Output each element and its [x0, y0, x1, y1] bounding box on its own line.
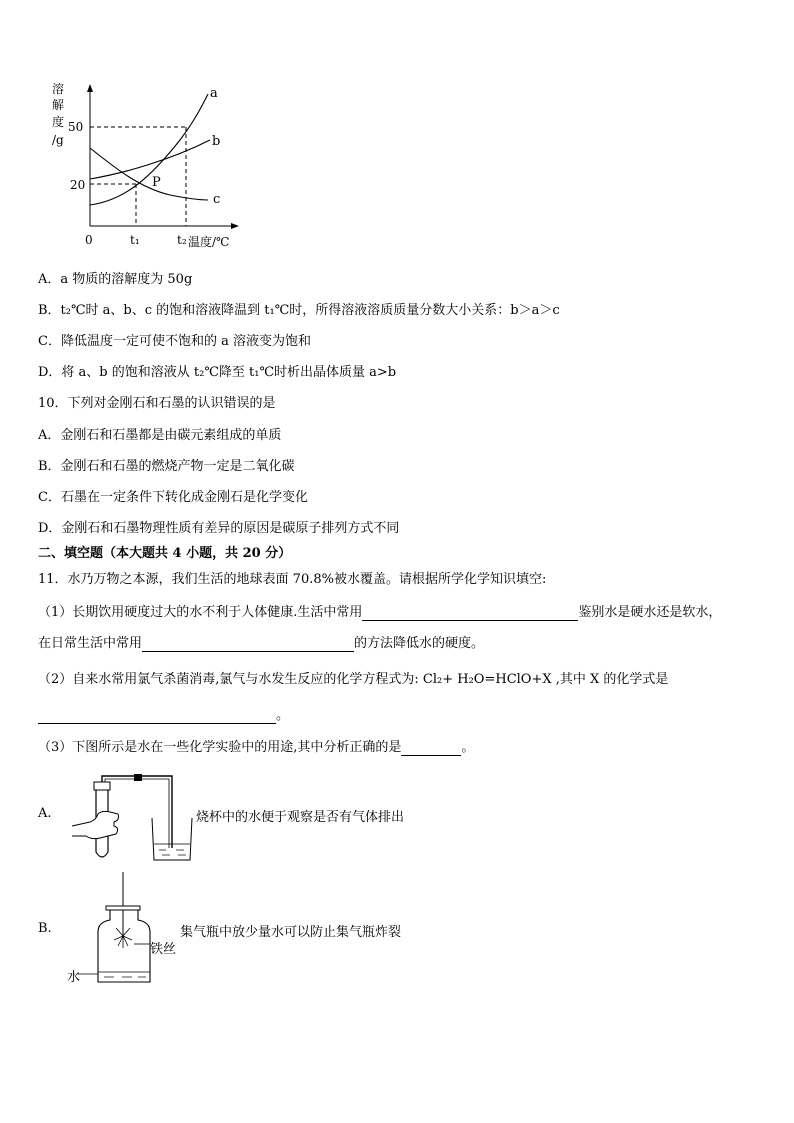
water-label: 水	[67, 970, 81, 985]
q9-option-a: A．a 物质的溶解度为 50g	[38, 272, 193, 287]
exp-b-apparatus	[64, 870, 180, 988]
gas-bottle	[98, 910, 150, 982]
q10-option-d: D．金刚石和石墨物理性质有差异的原因是碳原子排列方式不同	[38, 521, 400, 536]
q9-option-d: D．将 a、b 的饱和溶液从 t₂℃降至 t₁℃时析出晶体质量 a>b	[38, 365, 397, 380]
delivery-tube	[102, 776, 172, 848]
curve-b-label: b	[212, 134, 221, 149]
q10-stem: 10．下列对金刚石和石墨的认识错误的是	[38, 396, 276, 411]
exp-b-label: B.	[38, 921, 52, 936]
q11-p1-text-b: 鉴别水是硬水还是软水，	[578, 605, 722, 620]
y-tick-20: 20	[70, 178, 86, 192]
q10-option-a: A．金刚石和石墨都是由碳元素组成的单质	[38, 428, 282, 443]
curve-c-label: c	[213, 192, 221, 207]
ylabel-4: /g	[52, 133, 64, 147]
q11-part3-line	[38, 740, 474, 756]
q9-option-b: B．t₂℃时 a、b、c 的饱和溶液降温到 t₁℃时，所得溶液溶质质量分数大小关系：b＞a＞c	[38, 303, 560, 318]
section-heading: 二、填空题（本大题共 4 小题，共 20 分）	[38, 546, 292, 561]
answer-blank-4[interactable]	[401, 742, 461, 756]
x-tick-t2: t₂	[177, 233, 187, 247]
x-tick-t1: t₁	[130, 233, 140, 247]
x-axis-label: 温度/℃	[188, 235, 230, 249]
q11-part1-line2	[38, 636, 484, 652]
x-tick-0: 0	[85, 233, 93, 247]
q11-p1-text-d: 的方法降低水的硬度。	[354, 636, 485, 651]
q11-p2-end: 。	[276, 708, 290, 723]
stopper	[94, 782, 110, 790]
q11-stem: 11．水乃万物之本源，我们生活的地球表面 70.8%被水覆盖。请根据所学化学知识填空:	[38, 572, 547, 587]
wire-label: 铁丝	[150, 942, 177, 957]
q9-option-c: C．降低温度一定可使不饱和的 a 溶液变为饱和	[38, 334, 311, 349]
q11-p1-text-a: （1）长期饮用硬度过大的水不利于人体健康.生活中常用	[38, 605, 363, 620]
q11-p3-end: 。	[461, 740, 475, 755]
q11-part1-line1	[38, 605, 721, 621]
ylabel-3: 度	[52, 115, 65, 129]
answer-blank-2[interactable]	[142, 638, 354, 652]
hand	[72, 811, 119, 838]
point-p-label: P	[152, 175, 161, 190]
q10-option-b: B．金刚石和石墨的燃烧产物一定是二氧化碳	[38, 459, 295, 474]
glass-plate	[106, 906, 140, 910]
q11-part2-line1: （2）自来水常用氯气杀菌消毒,氯气与水发生反应的化学方程式为: Cl₂+ H₂O=HClO+X ,其中 X 的化学式是	[38, 672, 669, 687]
y-tick-50: 50	[68, 120, 84, 134]
ylabel-1: 溶	[52, 82, 65, 96]
ylabel-2: 解	[52, 98, 65, 112]
x-axis-arrow	[231, 223, 239, 229]
curve-a-label: a	[210, 86, 218, 101]
exp-b-description: 集气瓶中放少量水可以防止集气瓶炸裂	[180, 925, 402, 940]
tube-joint	[134, 774, 142, 781]
q11-part2-line2	[38, 708, 289, 724]
exp-a-label: A.	[38, 806, 52, 821]
answer-blank-3[interactable]	[38, 710, 276, 724]
exp-a-apparatus	[66, 770, 196, 870]
q11-p1-text-c: 在日常生活中常用	[38, 636, 143, 651]
answer-blank-1[interactable]	[362, 607, 578, 621]
exp-a-description: 烧杯中的水便于观察是否有气体排出	[196, 810, 405, 825]
solubility-graph	[40, 78, 250, 253]
y-axis-arrow	[87, 84, 93, 92]
q11-p3-text: （3）下图所示是水在一些化学实验中的用途,其中分析正确的是	[38, 740, 402, 755]
q10-option-c: C．石墨在一定条件下转化成金刚石是化学变化	[38, 490, 308, 505]
